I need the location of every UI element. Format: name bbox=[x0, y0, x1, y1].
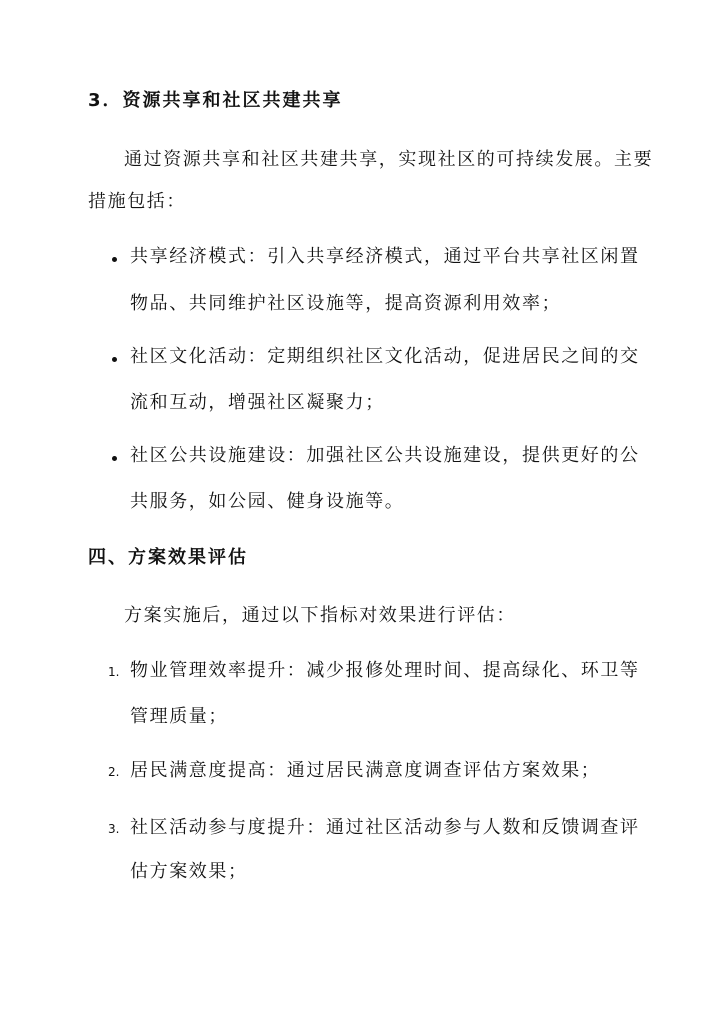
bullet-2-line-2: 流和互动，增强社区凝聚力； bbox=[130, 392, 385, 413]
bullet-marker bbox=[112, 456, 117, 461]
section-3-heading: 3．资源共享和社区共建共享 bbox=[88, 90, 343, 111]
section-4-intro: 方案实施后，通过以下指标对效果进行评估： bbox=[124, 605, 516, 626]
list-number: 3. bbox=[108, 822, 120, 836]
item-3-line-1: 社区活动参与度提升：通过社区活动参与人数和反馈调查评 bbox=[130, 817, 640, 838]
bullet-1-line-2: 物品、共同维护社区设施等，提高资源利用效率； bbox=[130, 293, 562, 314]
section-3-intro-line-2: 措施包括： bbox=[88, 191, 186, 212]
bullet-3-line-1: 社区公共设施建设：加强社区公共设施建设，提供更好的公 bbox=[130, 445, 640, 466]
bullet-marker bbox=[112, 357, 117, 362]
list-number: 1. bbox=[108, 665, 120, 679]
item-2-line-1: 居民满意度提高：通过居民满意度调查评估方案效果； bbox=[130, 760, 601, 781]
item-1-line-1: 物业管理效率提升：减少报修处理时间、提高绿化、环卫等 bbox=[130, 660, 640, 681]
bullet-1-line-1: 共享经济模式：引入共享经济模式，通过平台共享社区闲置 bbox=[130, 246, 640, 267]
item-3-line-2: 估方案效果； bbox=[130, 861, 248, 882]
list-number: 2. bbox=[108, 765, 120, 779]
item-1-line-2: 管理质量； bbox=[130, 706, 228, 727]
section-3-intro-line-1: 通过资源共享和社区共建共享，实现社区的可持续发展。主要 bbox=[124, 149, 654, 170]
section-4-heading: 四、方案效果评估 bbox=[88, 547, 248, 568]
bullet-2-line-1: 社区文化活动：定期组织社区文化活动，促进居民之间的交 bbox=[130, 346, 640, 367]
bullet-3-line-2: 共服务，如公园、健身设施等。 bbox=[130, 491, 405, 512]
bullet-marker bbox=[112, 257, 117, 262]
